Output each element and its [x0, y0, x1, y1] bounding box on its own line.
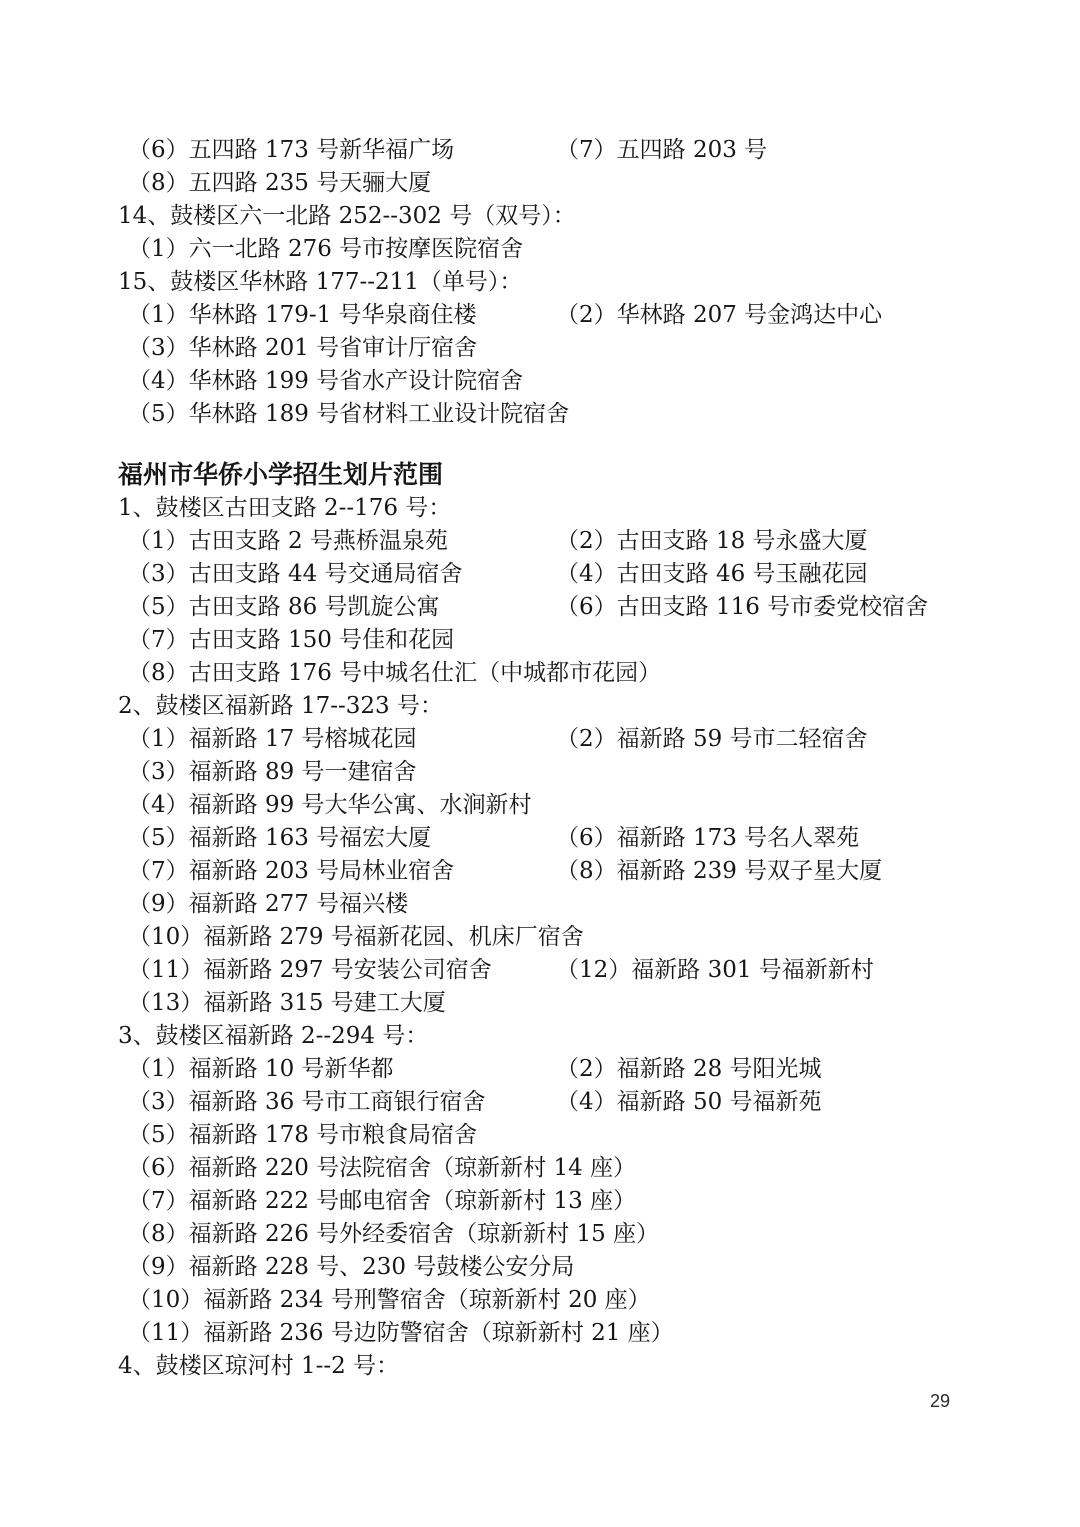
address-entry: （2）福新路 59 号市二轻宿舍: [556, 726, 868, 752]
street-range-line: [118, 1020, 1020, 1053]
address-line: [118, 624, 1020, 657]
address-line: [118, 1119, 1020, 1152]
address-entry: （1）华林路 179-1 号华泉商住楼: [128, 302, 477, 328]
address-line: [118, 1152, 1020, 1185]
address-line: [118, 855, 1020, 888]
address-entry: （1）古田支路 2 号燕桥温泉苑: [128, 528, 448, 554]
street-range-entry: 14、鼓楼区六一北路 252--302 号（双号）：: [118, 203, 576, 229]
address-line: [118, 1284, 1020, 1317]
address-line: [118, 888, 1020, 921]
address-line: [118, 525, 1020, 558]
address-entry: （10）福新路 279 号福新花园、机床厂宿舍: [128, 924, 584, 950]
street-range-entry: 15、鼓楼区华林路 177--211（单号）：: [118, 269, 523, 295]
address-entry: （1）福新路 10 号新华都: [128, 1056, 394, 1082]
street-range-entry: 3、鼓楼区福新路 2--294 号：: [118, 1023, 429, 1049]
address-entry: （3）福新路 36 号市工商银行宿舍: [128, 1089, 486, 1115]
address-entry: （4）华林路 199 号省水产设计院宿舍: [128, 368, 524, 394]
address-entry: （6）古田支路 116 号市委党校宿舍: [556, 594, 929, 620]
address-entry: （2）古田支路 18 号永盛大厦: [556, 528, 868, 554]
address-line: [118, 167, 1020, 200]
address-entry: （10）福新路 234 号刑警宿舍（琼新新村 20 座）: [128, 1287, 651, 1313]
address-line: [118, 134, 1020, 167]
address-line: [118, 332, 1020, 365]
address-line: [118, 299, 1020, 332]
address-line: [118, 1053, 1020, 1086]
address-entry: （11）福新路 297 号安装公司宿舍: [128, 957, 492, 983]
address-entry: （7）古田支路 150 号佳和花园: [128, 627, 455, 653]
address-line: [118, 954, 1020, 987]
address-entry: （8）福新路 226 号外经委宿舍（琼新新村 15 座）: [128, 1221, 660, 1247]
address-entry: （5）福新路 163 号福宏大厦: [128, 825, 432, 851]
address-entry: （11）福新路 236 号边防警宿舍（琼新新村 21 座）: [128, 1320, 674, 1346]
address-entry: （4）古田支路 46 号玉融花园: [556, 561, 868, 587]
address-entry: （4）福新路 50 号福新苑: [556, 1089, 822, 1115]
address-line: [118, 987, 1020, 1020]
page-number: 29: [930, 1391, 951, 1411]
street-range-entry: 2、鼓楼区福新路 17--323 号：: [118, 693, 443, 719]
address-entry: （5）福新路 178 号市粮食局宿舍: [128, 1122, 478, 1148]
street-range-entry: 4、鼓楼区琼河村 1--2 号：: [118, 1353, 400, 1379]
school-district-heading: 福州市华侨小学招生划片范围: [118, 460, 444, 489]
address-entry: （9）福新路 228 号、230 号鼓楼公安分局: [128, 1254, 575, 1280]
address-entry: （13）福新路 315 号建工大厦: [128, 990, 446, 1016]
address-entry: （2）福新路 28 号阳光城: [556, 1056, 822, 1082]
address-entry: （7）福新路 203 号局林业宿舍: [128, 858, 455, 884]
street-range-line: [118, 266, 1020, 299]
street-range-entry: 1、鼓楼区古田支路 2--176 号：: [118, 495, 452, 521]
address-line: [118, 591, 1020, 624]
address-entry: （1）福新路 17 号榕城花园: [128, 726, 417, 752]
address-line: [118, 398, 1020, 431]
address-line: [118, 1218, 1020, 1251]
address-line: [118, 1317, 1020, 1350]
address-line: [118, 723, 1020, 756]
address-entry: （4）福新路 99 号大华公寓、水涧新村: [128, 792, 532, 818]
address-line: [118, 1086, 1020, 1119]
address-entry: （5）华林路 189 号省材料工业设计院宿舍: [128, 401, 570, 427]
address-entry: （7）五四路 203 号: [556, 137, 768, 163]
address-line: [118, 789, 1020, 822]
address-line: [118, 657, 1020, 690]
address-entry: （12）福新路 301 号福新新村: [556, 957, 874, 983]
address-entry: （1）六一北路 276 号市按摩医院宿舍: [128, 236, 524, 262]
address-line: [118, 822, 1020, 855]
address-entry: （7）福新路 222 号邮电宿舍（琼新新村 13 座）: [128, 1188, 637, 1214]
address-entry: （6）五四路 173 号新华福广场: [128, 137, 455, 163]
address-entry: （6）福新路 220 号法院宿舍（琼新新村 14 座）: [128, 1155, 637, 1181]
address-line: [118, 365, 1020, 398]
address-entry: （3）华林路 201 号省审计厅宿舍: [128, 335, 478, 361]
address-entry: （8）古田支路 176 号中城名仕汇（中城都市花园）: [128, 660, 662, 686]
address-line: [118, 233, 1020, 266]
street-range-line: [118, 492, 1020, 525]
address-line: [118, 1251, 1020, 1284]
address-entry: （8）福新路 239 号双子星大厦: [556, 858, 883, 884]
address-line: [118, 1185, 1020, 1218]
address-entry: （3）福新路 89 号一建宿舍: [128, 759, 417, 785]
address-line: [118, 756, 1020, 789]
document-body: [118, 134, 1020, 1383]
address-entry: （3）古田支路 44 号交通局宿舍: [128, 561, 463, 587]
address-line: [118, 921, 1020, 954]
address-entry: （6）福新路 173 号名人翠苑: [556, 825, 860, 851]
address-line: [118, 558, 1020, 591]
address-entry: （9）福新路 277 号福兴楼: [128, 891, 409, 917]
address-entry: （5）古田支路 86 号凯旋公寓: [128, 594, 440, 620]
address-entry: （2）华林路 207 号金鸿达中心: [556, 302, 883, 328]
street-range-line: [118, 200, 1020, 233]
street-range-line: [118, 1350, 1020, 1383]
street-range-line: [118, 690, 1020, 723]
address-entry: （8）五四路 235 号天骊大厦: [128, 170, 432, 196]
